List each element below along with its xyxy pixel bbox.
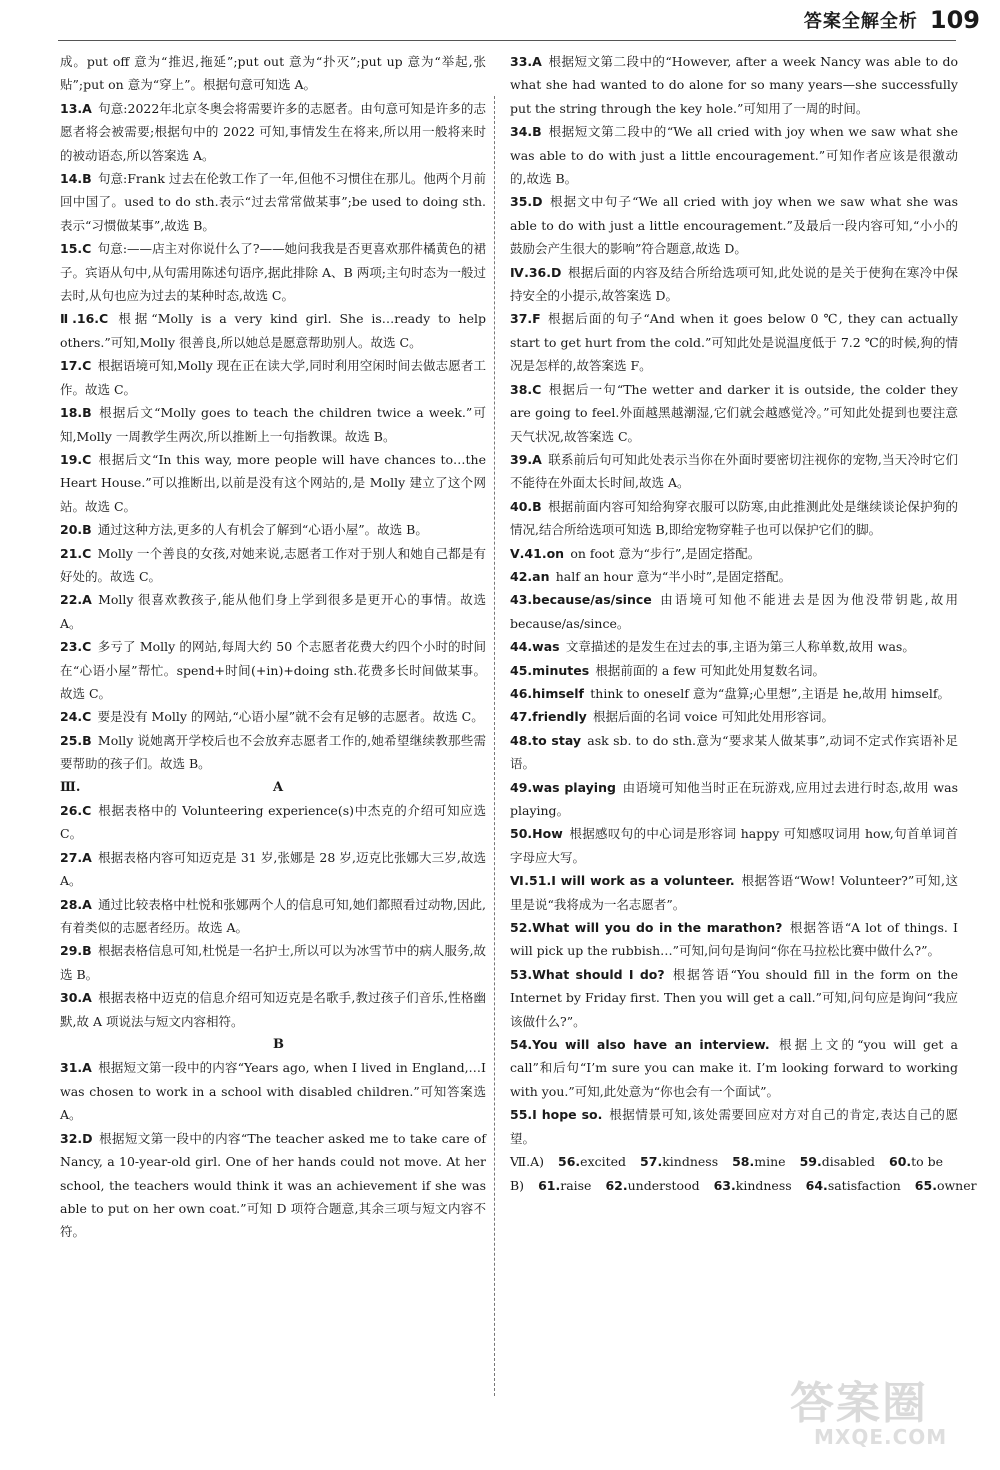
answer-explanation: 文章描述的是发生在过去的事,主语为第三人称单数,故用 was。 bbox=[565, 639, 915, 655]
answer-entry bbox=[60, 893, 486, 940]
answer-explanation: 根据答语“You should fill in the form on the Internet by Friday first. Then you will get a call.”可知,问句应是询问“我应该做什么?”。 bbox=[510, 966, 958, 1029]
vocab-number: 65. bbox=[914, 1177, 937, 1193]
answer-explanation: 通过这种方法,更多的人有机会了解到“心语小屋”。故选 B。 bbox=[97, 522, 428, 538]
answer-entry bbox=[510, 729, 958, 776]
answer-number: Ⅳ.36.D bbox=[510, 264, 562, 280]
answer-explanation: 句意:——店主对你说什么了?——她问我我是否更喜欢那件橘黄色的裙子。宾语从句中,从句需用陈述句语序,据此排除 A、B 两项;主句时态为一般过去时,从句也应为过去的某种时态,故选 C。 bbox=[60, 241, 486, 304]
answer-explanation: 根据感叹句的中心词是形容词 happy 可知感叹词用 how,句首单词首字母应大写。 bbox=[510, 826, 958, 865]
answer-number: 18.B bbox=[60, 405, 92, 421]
answer-entry bbox=[510, 588, 958, 635]
vocab-word: to be bbox=[911, 1154, 944, 1170]
answer-explanation: 根据短文第一段中的内容“Years ago, when I lived in England,…I was chosen to work in a school with disabled children.”可知答案选 A。 bbox=[60, 1060, 486, 1123]
answer-explanation: 由语境可知他不能进去是因为他没带钥匙,故用 because/as/since。 bbox=[510, 592, 958, 631]
answer-number: 40.B bbox=[510, 498, 542, 514]
answer-entry bbox=[60, 97, 486, 167]
answer-entry bbox=[60, 237, 486, 307]
answer-entry bbox=[510, 682, 958, 705]
answer-entry bbox=[510, 120, 958, 190]
answer-entry bbox=[60, 50, 486, 97]
watermark-url: MXQE.COM bbox=[814, 1425, 948, 1449]
column-divider bbox=[494, 96, 495, 1396]
answer-entry bbox=[510, 448, 958, 495]
answer-number: 26.C bbox=[60, 803, 92, 818]
answer-entry bbox=[510, 705, 958, 728]
answer-number: 28.A bbox=[60, 896, 92, 912]
vocab-word: raise bbox=[560, 1177, 592, 1193]
answer-entry bbox=[510, 495, 958, 542]
answer-entry bbox=[60, 729, 486, 776]
answer-entry bbox=[60, 846, 486, 893]
answer-number: 50.How bbox=[510, 826, 563, 842]
answer-explanation: 通过比较表格中杜悦和张娜两个人的信息可知,她们都照看过动物,因此,有着类似的志愿者经历。故选 A。 bbox=[60, 896, 486, 936]
answer-number: 15.C bbox=[60, 241, 92, 257]
answer-explanation: think to oneself 意为“盘算;心里想”,主语是 he,故用 himself。 bbox=[590, 685, 950, 701]
answer-explanation: on foot 意为“步行”,是固定搭配。 bbox=[570, 545, 761, 561]
answer-entry bbox=[510, 869, 958, 916]
answer-explanation: 根据表格中的 Volunteering experience(s)中杰克的介绍可知应选 C。 bbox=[60, 803, 486, 842]
answer-explanation: ask sb. to do sth.意为“要求某人做某事”,动词不定式作宾语补足语。 bbox=[510, 732, 958, 772]
vocab-word: satisfaction bbox=[827, 1177, 901, 1193]
answer-explanation: 成。put off 意为“推迟,拖延”;put out 意为“扑灭”;put up 意为“举起,张贴”;put on 意为“穿上”。根据句意可知选 A。 bbox=[60, 54, 486, 93]
answer-entry bbox=[60, 588, 486, 635]
answer-number: 53.What should I do? bbox=[510, 966, 665, 982]
answer-explanation: 根据后面的名词 voice 可知此处用形容词。 bbox=[593, 709, 834, 725]
answer-number: 34.B bbox=[510, 124, 542, 140]
answer-number: 45.minutes bbox=[510, 662, 590, 678]
answer-number: 38.C bbox=[510, 381, 542, 397]
vocab-row-prefix: B) bbox=[510, 1177, 525, 1193]
answer-explanation: 句意:Frank 过去在伦敦工作了一年,但他不习惯住在那儿。他两个月前回中国了。used to do sth.表示“过去常常做某事”;be used to doing sth.表示“习惯做某事”,故选 B。 bbox=[60, 171, 486, 233]
answer-entry bbox=[510, 307, 958, 377]
vocab-number: 57. bbox=[640, 1154, 663, 1170]
vocab-number: 56. bbox=[558, 1154, 581, 1170]
answer-explanation: 根据短文第一段中的内容“The teacher asked me to take care of Nancy, a 10-year-old girl. One of her hands could not move. At her school, the teachers would think it was an achievement if she was able to put on her own coat.”可知 D 项符合题意,其余三项与短文内容不符。 bbox=[60, 1130, 486, 1240]
answer-entry bbox=[510, 635, 958, 658]
answer-explanation: 根据后一句“The wetter and darker it is outside, the colder they are going to feel.外面越黑越潮湿,它们就会越感觉冷。”可知此处提到也要注意天气状况,故答案选 C。 bbox=[510, 381, 958, 444]
answer-number: 14.B bbox=[60, 171, 92, 187]
answer-number: 49.was playing bbox=[510, 779, 616, 795]
answer-entry bbox=[60, 167, 486, 237]
answer-entry bbox=[510, 565, 958, 588]
answer-entry bbox=[510, 822, 958, 869]
answer-entry bbox=[60, 799, 486, 846]
answer-number: 35.D bbox=[510, 194, 543, 210]
section-heading bbox=[60, 1033, 486, 1056]
answer-entry bbox=[60, 1127, 486, 1244]
answer-number: 39.A bbox=[510, 451, 542, 467]
answer-number: 47.friendly bbox=[510, 709, 587, 725]
answer-number: 54.You will also have an interview. bbox=[510, 1037, 770, 1053]
answer-entry bbox=[510, 542, 958, 565]
answer-number: 20.B bbox=[60, 522, 92, 538]
vocab-word: excited bbox=[580, 1154, 627, 1170]
answer-number: Ⅱ.16.C bbox=[60, 311, 109, 327]
page-number: 109 bbox=[929, 6, 980, 34]
answer-explanation: half an hour 意为“半小时”,是固定搭配。 bbox=[555, 568, 792, 584]
answer-explanation: 句意:2022年北京冬奥会将需要许多的志愿者。由句意可知是许多的志愿者将会被需要;根据句中的 2022 可知,事情发生在将来,所以用一般将来时的被动语态,所以答案选 A。 bbox=[60, 100, 486, 163]
vocab-word: mine bbox=[754, 1154, 786, 1170]
vocab-number: 60. bbox=[889, 1154, 912, 1170]
answer-number: 37.F bbox=[510, 311, 541, 327]
answer-entry bbox=[60, 542, 486, 589]
vocab-word: kindness bbox=[735, 1177, 792, 1193]
answer-number: 52.What will you do in the marathon? bbox=[510, 920, 783, 936]
answer-explanation: 联系前后句可知此处表示当你在外面时要密切注视你的宠物,当天冷时它们不能待在外面太长时间,故选 A。 bbox=[510, 451, 958, 491]
answer-entry bbox=[510, 1033, 958, 1103]
vocab-row-prefix: Ⅶ.A) bbox=[510, 1154, 545, 1170]
answer-number: 30.A bbox=[60, 990, 92, 1006]
section-numeral bbox=[60, 1033, 273, 1056]
section-letter: B bbox=[273, 1037, 284, 1053]
answer-explanation: 根据表格中迈克的信息介绍可知迈克是名歌手,教过孩子们音乐,性格幽默,故 A 项说法与短文内容相符。 bbox=[60, 990, 486, 1029]
answer-number: 29.B bbox=[60, 943, 92, 959]
answer-entry bbox=[510, 963, 958, 1033]
answer-explanation: 要是没有 Molly 的网站,“心语小屋”就不会有足够的志愿者。故选 C。 bbox=[97, 709, 484, 725]
answer-explanation: 根据后文“Molly goes to teach the children twice a week.”可知,Molly 一周教学生两次,所以推断上一句指教课。故选 B。 bbox=[60, 405, 486, 444]
section-letter: A bbox=[273, 779, 284, 795]
vocab-word: disabled bbox=[821, 1154, 875, 1170]
vocab-word: understood bbox=[627, 1177, 700, 1193]
answer-number: 55.I hope so. bbox=[510, 1107, 603, 1123]
watermark-text: 答案圈 bbox=[790, 1378, 928, 1429]
answer-entry bbox=[60, 448, 486, 518]
answer-number: Ⅵ.51.I will work as a volunteer. bbox=[510, 873, 735, 889]
vocab-answer-row bbox=[510, 1150, 958, 1173]
answer-explanation: 根据后文“In this way, more people will have chances to…the Heart House.”可以推断出,以前是没有这个网站的,是 Molly 建立了这个网站。故选 C。 bbox=[60, 451, 486, 514]
page-header bbox=[804, 0, 980, 40]
answer-entry bbox=[510, 1103, 958, 1150]
answer-entry bbox=[60, 939, 486, 986]
answer-explanation: 根据答语“A lot of things. I will pick up the rubbish…”可知,问句是询问“你在马拉松比赛中做什么?”。 bbox=[510, 920, 958, 959]
answer-entry bbox=[60, 1056, 486, 1126]
vocab-number: 63. bbox=[713, 1177, 736, 1193]
answer-entry bbox=[510, 190, 958, 260]
answer-entry bbox=[60, 354, 486, 401]
vocab-word: owner bbox=[936, 1177, 977, 1193]
answer-entry bbox=[60, 307, 486, 354]
right-column bbox=[510, 50, 977, 1197]
vocab-number: 58. bbox=[732, 1154, 755, 1170]
answer-number: 48.to stay bbox=[510, 732, 582, 748]
answer-explanation: 根据情景可知,该处需要回应对方对自己的肯定,表达自己的愿望。 bbox=[510, 1107, 959, 1146]
answer-explanation: Molly 说她离开学校后也不会放弃志愿者工作的,她希望继续教那些需要帮助的孩子们。故选 B。 bbox=[60, 732, 486, 772]
section-numeral: Ⅲ. bbox=[60, 779, 81, 795]
answer-number: 17.C bbox=[60, 358, 92, 374]
answer-entry bbox=[510, 261, 958, 308]
answer-explanation: Molly 很喜欢教孩子,能从他们身上学到很多是更开心的事情。故选 A。 bbox=[60, 592, 486, 631]
answer-explanation: 根据短文第二段中的“We all cried with joy when we saw what she was able to do with just a little encouragement.”可知作者应该是很激动的,故选 B。 bbox=[510, 124, 958, 187]
answer-explanation: 根据语境可知,Molly 现在正在读大学,同时利用空闲时间去做志愿者工作。故选 C。 bbox=[60, 358, 486, 397]
answer-explanation: 根据答语“Wow! Volunteer?”可知,这里是说“我将成为一名志愿者”。 bbox=[510, 873, 959, 912]
answer-explanation: 根据后面的句子“And when it goes below 0 ℃, they can actually start to get hurt from the cold.”可知此处是说温度低于 7.2 ℃的时候,狗的情况是怎样的,故答案选 F。 bbox=[510, 311, 958, 374]
answer-entry bbox=[60, 635, 486, 705]
answer-number: 13.A bbox=[60, 100, 92, 116]
header-title: 答案全解全析 bbox=[803, 11, 918, 32]
answer-explanation: 根据前面内容可知给狗穿衣服可以防寒,由此推测此处是继续谈论保护狗的情况,结合所给选项可知选 B,即给宠物穿鞋子也可以保护它们的脚。 bbox=[510, 498, 958, 538]
answer-explanation: 根据前面的 a few 可知此处用复数名词。 bbox=[595, 662, 826, 678]
answer-entry bbox=[510, 916, 958, 963]
answer-entry bbox=[60, 986, 486, 1033]
vocab-number: 62. bbox=[605, 1177, 628, 1193]
answer-number: 46.himself bbox=[510, 685, 584, 701]
answer-explanation: 根据短文第二段中的“However, after a week Nancy was able to do what she had wanted to do alone for so many years—she successfully put the string through the key hole.”可知用了一周的时间。 bbox=[510, 54, 958, 116]
answer-explanation: 根据表格内容可知迈克是 31 岁,张娜是 28 岁,迈克比张娜大三岁,故选 A。 bbox=[60, 849, 486, 889]
answer-explanation: Molly 一个善良的女孩,对她来说,志愿者工作对于别人和她自己都是有好处的。故选 C。 bbox=[60, 545, 486, 584]
answer-number: 25.B bbox=[60, 732, 92, 748]
answer-explanation: 根据文中句子“We all cried with joy when we saw what she was able to do with just a little encouragement.”及最后一段内容可知,“小小的鼓励会产生很大的影响”符合题意,故选 D。 bbox=[510, 194, 958, 257]
answer-number: 27.A bbox=[60, 849, 92, 865]
answer-number: 23.C bbox=[60, 639, 92, 655]
section-heading bbox=[60, 776, 486, 799]
answer-number: 31.A bbox=[60, 1060, 92, 1076]
answer-entry bbox=[510, 776, 958, 823]
left-column bbox=[60, 50, 486, 1244]
watermark bbox=[790, 1367, 980, 1452]
answer-explanation: 根据表格信息可知,杜悦是一名护士,所以可以为冰雪节中的病人服务,故选 B。 bbox=[60, 943, 486, 982]
answer-explanation: 根据后面的内容及结合所给选项可知,此处说的是关于使狗在寒冷中保持安全的小提示,故答案选 D。 bbox=[510, 264, 958, 304]
vocab-word: kindness bbox=[662, 1154, 719, 1170]
answer-entry bbox=[60, 705, 486, 728]
answer-number: 32.D bbox=[60, 1130, 93, 1146]
answer-number: 19.C bbox=[60, 451, 92, 467]
answer-number: 24.C bbox=[60, 709, 92, 725]
answer-explanation: 由语境可知他当时正在玩游戏,应用过去进行时态,故用 was playing。 bbox=[510, 779, 958, 818]
answer-number: 42.an bbox=[510, 568, 550, 584]
answer-number: 44.was bbox=[510, 639, 560, 655]
vocab-number: 64. bbox=[805, 1177, 828, 1193]
answer-explanation: 多亏了 Molly 的网站,每周大约 50 个志愿者花费大约四个小时的时间在“心语小屋”帮忙。spend+时间(+in)+doing sth.花费多长时间做某事。故选 C。 bbox=[60, 639, 486, 701]
header-rule bbox=[58, 40, 956, 41]
answer-number: Ⅴ.41.on bbox=[510, 545, 565, 561]
answer-entry bbox=[60, 518, 486, 541]
answer-entry bbox=[510, 659, 958, 682]
answer-number: 21.C bbox=[60, 545, 92, 561]
answer-entry bbox=[60, 401, 486, 448]
answer-number: 43.because/as/since bbox=[510, 592, 652, 608]
answer-number: 22.A bbox=[60, 592, 92, 608]
answer-entry bbox=[510, 378, 958, 448]
vocab-number: 59. bbox=[799, 1154, 822, 1170]
answer-number: 33.A bbox=[510, 54, 542, 69]
vocab-answer-row bbox=[510, 1174, 977, 1197]
answer-explanation: 根据上文的“you will get a call”和后句“I’m sure you can make it. I’m looking forward to working with you.”可知,此处意为“你也会有一个面试”。 bbox=[510, 1037, 958, 1099]
answer-entry bbox=[510, 50, 958, 120]
answer-explanation: 根据“Molly is a very kind girl. She is…ready to help others.”可知,Molly 很善良,所以她总是愿意帮助别人。故选 C。 bbox=[60, 311, 486, 350]
vocab-number: 61. bbox=[538, 1177, 561, 1193]
